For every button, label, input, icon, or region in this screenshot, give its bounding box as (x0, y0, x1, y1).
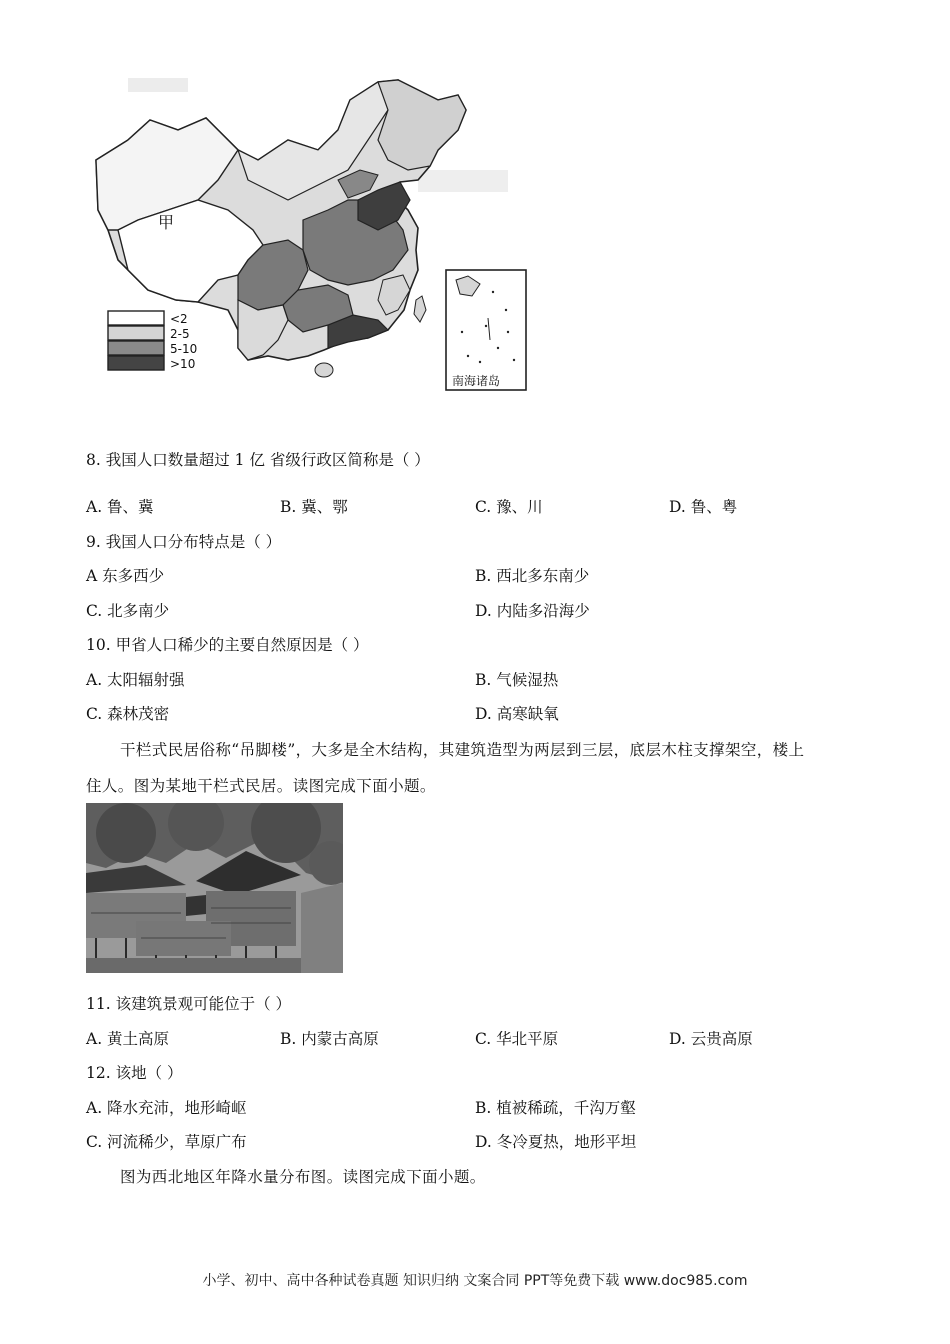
q8-option-b[interactable]: B. 冀、鄂 (280, 498, 348, 516)
q9-option-c[interactable]: C. 北多南少 (86, 602, 170, 620)
q8-option-d[interactable]: D. 鲁、粤 (669, 498, 738, 516)
q11-option-d[interactable]: D. 云贵高原 (669, 1030, 753, 1048)
legend-label-1: 2-5 (170, 327, 190, 341)
q11-option-a[interactable]: A. 黄土高原 (86, 1030, 170, 1048)
intro-paragraph-line2: 住人。图为某地干栏式民居。读图完成下面小题。 (86, 777, 436, 795)
q10-option-a[interactable]: A. 太阳辐射强 (86, 671, 185, 689)
question-10-stem: 10. 甲省人口稀少的主要自然原因是（ ） (86, 636, 369, 654)
question-12-stem: 12. 该地（ ） (86, 1064, 183, 1082)
q11-option-b[interactable]: B. 内蒙古高原 (280, 1030, 379, 1048)
label-jia: 甲 (158, 213, 175, 232)
q9-option-b[interactable]: B. 西北多东南少 (475, 567, 590, 585)
q10-option-c[interactable]: C. 森林茂密 (86, 705, 170, 723)
q10-option-b[interactable]: B. 气候湿热 (475, 671, 559, 689)
q9-option-d[interactable]: D. 内陆多沿海少 (475, 602, 590, 620)
south-china-sea-inset (446, 270, 526, 390)
q8-option-c[interactable]: C. 豫、川 (475, 498, 543, 516)
intro-paragraph-2: 图为西北地区年降水量分布图。读图完成下面小题。 (120, 1168, 486, 1186)
q12-option-a[interactable]: A. 降水充沛，地形崎岖 (86, 1099, 247, 1117)
stilt-house-photo (86, 803, 343, 973)
legend-label-2: 5-10 (170, 342, 198, 356)
map-legend (108, 311, 197, 371)
population-map (88, 70, 532, 396)
q12-option-d[interactable]: D. 冬冷夏热，地形平坦 (475, 1133, 637, 1151)
q12-option-b[interactable]: B. 植被稀疏，千沟万壑 (475, 1099, 636, 1117)
intro-paragraph-line1: 干栏式民居俗称“吊脚楼”，大多是全木结构，其建筑造型为两层到三层，底层木柱支撑架空，楼上 (120, 741, 805, 759)
page-footer[interactable]: 小学、初中、高中各种试卷真题 知识归纳 文案合同 PPT等免费下载 www.doc985.com (202, 1273, 748, 1289)
q10-option-d[interactable]: D. 高寒缺氧 (475, 705, 559, 723)
question-9-stem: 9. 我国人口分布特点是（ ） (86, 533, 282, 551)
q9-option-a[interactable]: A 东多西少 (86, 567, 165, 585)
q11-option-c[interactable]: C. 华北平原 (475, 1030, 559, 1048)
legend-label-3: >10 (170, 357, 196, 371)
svg-text:南海诸岛: 南海诸岛 (452, 374, 501, 388)
question-11-stem: 11. 该建筑景观可能位于（ ） (86, 995, 292, 1013)
legend-label-0: <2 (170, 312, 188, 326)
q8-option-a[interactable]: A. 鲁、冀 (86, 498, 154, 516)
q12-option-c[interactable]: C. 河流稀少，草原广布 (86, 1133, 247, 1151)
question-8-stem: 8. 我国人口数量超过 1 亿 省级行政区简称是（ ） (86, 451, 430, 469)
